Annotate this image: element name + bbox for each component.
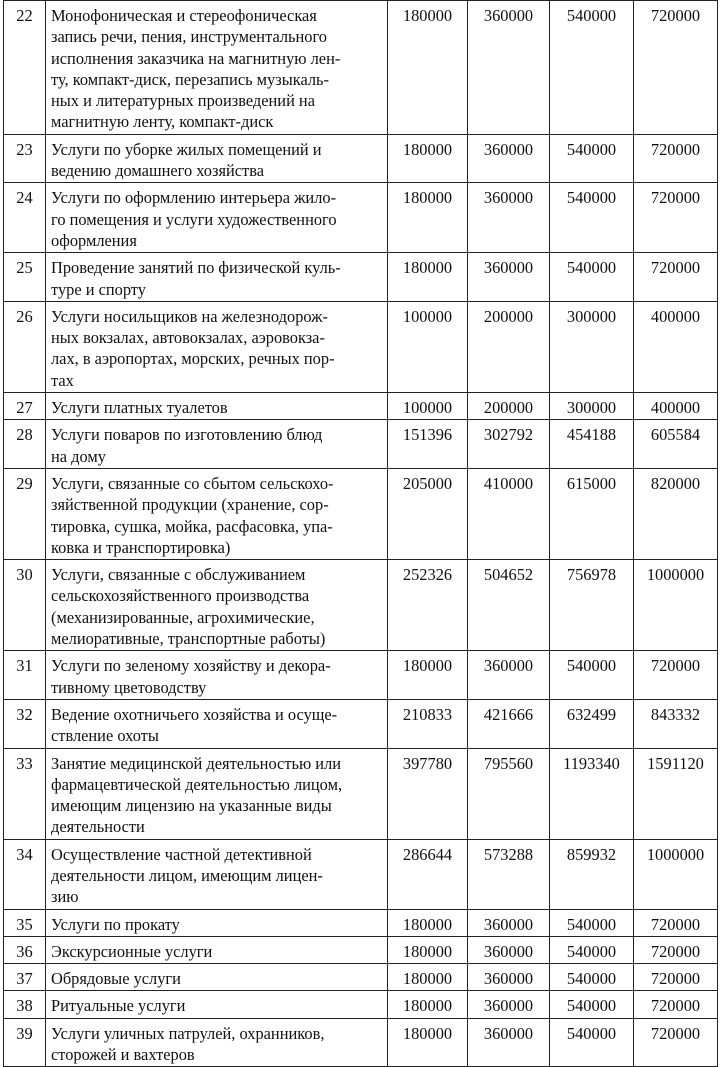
value-v2: 360000: [468, 1, 550, 135]
table-row: [4, 420, 718, 469]
description-line: ствление охоты: [51, 726, 159, 746]
table-row: [4, 1, 718, 135]
description-line: деятельности лицом, имеющим лицен-: [51, 865, 323, 885]
table-row: [4, 183, 718, 253]
value-v2: 360000: [468, 253, 550, 302]
value-v2: 573288: [468, 839, 550, 909]
value-v2: 795560: [468, 748, 550, 839]
service-description: [46, 253, 388, 302]
table-row: [4, 839, 718, 909]
description-line: (механизированные, агрохимические,: [51, 607, 315, 627]
value-v3: 300000: [550, 301, 634, 392]
description-line: Монофоническая и стереофоническая: [51, 6, 317, 25]
service-description: [46, 964, 388, 991]
value-v1: 180000: [388, 936, 468, 963]
description-line: тах: [51, 370, 74, 390]
service-description: [46, 183, 388, 253]
description-line: на дому: [51, 446, 106, 466]
table-row: [4, 253, 718, 302]
value-v4: 720000: [634, 183, 718, 253]
table-row: [4, 909, 718, 936]
description-line: зию: [51, 887, 79, 907]
value-v3: 540000: [550, 134, 634, 183]
value-v4: 720000: [634, 651, 718, 700]
row-number: 26: [4, 301, 46, 392]
description-line: Осуществление частной детективной: [51, 844, 312, 864]
value-v4: 720000: [634, 909, 718, 936]
value-v1: 151396: [388, 420, 468, 469]
value-v4: 400000: [634, 393, 718, 420]
value-v1: 180000: [388, 991, 468, 1018]
value-v4: 720000: [634, 991, 718, 1018]
description-line: Услуги по зеленому хозяйству и декора-: [51, 656, 331, 676]
value-v1: 180000: [388, 1, 468, 135]
value-v1: 210833: [388, 699, 468, 748]
row-number: 32: [4, 699, 46, 748]
table-row: [4, 699, 718, 748]
description-line: тировка, сушка, мойка, расфасовка, упа-: [51, 516, 333, 536]
description-line: ных вокзалах, автовокзалах, аэровокза-: [51, 328, 325, 348]
table-row: [4, 560, 718, 651]
service-description: [46, 1018, 388, 1067]
table-row: [4, 468, 718, 559]
service-description: [46, 909, 388, 936]
description-line: запись речи, пения, инструментального: [51, 27, 327, 47]
table-row: [4, 991, 718, 1018]
description-line: Услуги по оформлению интерьера жило-: [51, 188, 337, 208]
description-line: Услуги, связанные со сбытом сельскохо-: [51, 473, 334, 493]
row-number: 24: [4, 183, 46, 253]
description-line: Проведение занятий по физической куль-: [51, 258, 341, 278]
value-v4: 1591120: [634, 748, 718, 839]
description-line: деятельности: [51, 817, 145, 837]
table-row: [4, 301, 718, 392]
value-v4: 720000: [634, 1018, 718, 1067]
row-number: 36: [4, 936, 46, 963]
value-v1: 205000: [388, 468, 468, 559]
row-number: 27: [4, 393, 46, 420]
description-line: Ритуальные услуги: [51, 996, 186, 1016]
description-line: Услуги платных туалетов: [51, 398, 228, 418]
description-line: лах, в аэропортах, морских, речных пор-: [51, 349, 335, 369]
row-number: 25: [4, 253, 46, 302]
value-v3: 859932: [550, 839, 634, 909]
value-v2: 360000: [468, 936, 550, 963]
table-row: [4, 651, 718, 700]
value-v4: 720000: [634, 1, 718, 135]
description-line: Услуги по прокату: [51, 914, 180, 934]
description-line: сельскохозяйственного производства: [51, 586, 310, 606]
value-v2: 302792: [468, 420, 550, 469]
value-v1: 100000: [388, 393, 468, 420]
value-v1: 180000: [388, 651, 468, 700]
row-number: 38: [4, 991, 46, 1018]
value-v3: 540000: [550, 1018, 634, 1067]
value-v2: 360000: [468, 183, 550, 253]
description-line: исполнения заказчика на магнитную лен-: [51, 48, 341, 68]
value-v3: 540000: [550, 183, 634, 253]
value-v1: 100000: [388, 301, 468, 392]
value-v1: 397780: [388, 748, 468, 839]
table-row: [4, 936, 718, 963]
row-number: 29: [4, 468, 46, 559]
value-v3: 300000: [550, 393, 634, 420]
service-description: [46, 468, 388, 559]
description-line: ковка и транспортировка): [51, 537, 231, 557]
service-description: [46, 991, 388, 1018]
description-line: ту, компакт-диск, перезапись музыкаль-: [51, 69, 329, 89]
value-v3: 540000: [550, 651, 634, 700]
value-v2: 360000: [468, 1018, 550, 1067]
value-v3: 615000: [550, 468, 634, 559]
description-line: сторожей и вахтеров: [51, 1045, 195, 1065]
value-v3: 756978: [550, 560, 634, 651]
value-v1: 180000: [388, 183, 468, 253]
description-line: Экскурсионные услуги: [51, 941, 213, 961]
value-v2: 360000: [468, 909, 550, 936]
row-number: 30: [4, 560, 46, 651]
description-line: зяйственной продукции (хранение, сор-: [51, 495, 329, 515]
value-v3: 540000: [550, 936, 634, 963]
value-v1: 180000: [388, 253, 468, 302]
description-line: го помещения и услуги художественного: [51, 209, 337, 229]
description-line: Услуги поваров по изготовлению блюд: [51, 425, 323, 445]
description-line: фармацевтической деятельностью лицом,: [51, 774, 343, 794]
value-v3: 454188: [550, 420, 634, 469]
service-description: [46, 699, 388, 748]
row-number: 23: [4, 134, 46, 183]
value-v1: 180000: [388, 964, 468, 991]
service-description: [46, 936, 388, 963]
description-line: туре и спорту: [51, 279, 146, 299]
service-description: [46, 393, 388, 420]
value-v2: 421666: [468, 699, 550, 748]
value-v1: 180000: [388, 1018, 468, 1067]
value-v3: 540000: [550, 253, 634, 302]
service-description: [46, 1, 388, 135]
description-line: Обрядовые услуги: [51, 969, 181, 989]
description-line: Услуги по уборке жилых помещений и: [51, 139, 322, 159]
value-v2: 360000: [468, 964, 550, 991]
row-number: 22: [4, 1, 46, 135]
value-v3: 632499: [550, 699, 634, 748]
service-description: [46, 839, 388, 909]
value-v4: 720000: [634, 134, 718, 183]
value-v4: 820000: [634, 468, 718, 559]
description-line: Услуги носильщиков на железнодорож-: [51, 306, 328, 326]
description-line: оформления: [51, 230, 137, 250]
row-number: 39: [4, 1018, 46, 1067]
service-description: [46, 651, 388, 700]
value-v2: 200000: [468, 301, 550, 392]
value-v3: 540000: [550, 909, 634, 936]
description-line: магнитную ленту, компакт-диск: [51, 112, 274, 132]
value-v2: 200000: [468, 393, 550, 420]
value-v2: 360000: [468, 134, 550, 183]
value-v2: 360000: [468, 651, 550, 700]
description-line: имеющим лицензию на указанные виды: [51, 796, 332, 816]
table-row: [4, 134, 718, 183]
description-line: ных и литературных произведений на: [51, 91, 315, 111]
description-line: Ведение охотничьего хозяйства и осуще-: [51, 704, 338, 724]
service-description: [46, 134, 388, 183]
value-v3: 540000: [550, 964, 634, 991]
description-line: Услуги, связанные с обслуживанием: [51, 565, 306, 585]
table-row: [4, 964, 718, 991]
service-description: [46, 420, 388, 469]
value-v1: 252326: [388, 560, 468, 651]
description-line: ведению домашнего хозяйства: [51, 161, 265, 181]
value-v4: 720000: [634, 936, 718, 963]
row-number: 37: [4, 964, 46, 991]
value-v2: 410000: [468, 468, 550, 559]
description-line: Занятие медицинской деятельностью или: [51, 753, 342, 773]
table-row: [4, 393, 718, 420]
value-v4: 720000: [634, 253, 718, 302]
row-number: 28: [4, 420, 46, 469]
row-number: 31: [4, 651, 46, 700]
table-row: [4, 748, 718, 839]
value-v4: 1000000: [634, 839, 718, 909]
table-row: [4, 1018, 718, 1067]
value-v3: 1193340: [550, 748, 634, 839]
service-description: [46, 560, 388, 651]
value-v4: 1000000: [634, 560, 718, 651]
service-description: [46, 748, 388, 839]
value-v4: 400000: [634, 301, 718, 392]
value-v1: 180000: [388, 909, 468, 936]
value-v2: 360000: [468, 991, 550, 1018]
description-line: тивному цветоводству: [51, 677, 207, 697]
value-v2: 504652: [468, 560, 550, 651]
description-line: мелиоративные, транспортные работы): [51, 629, 326, 649]
row-number: 33: [4, 748, 46, 839]
value-v3: 540000: [550, 1, 634, 135]
value-v4: 843332: [634, 699, 718, 748]
value-v1: 180000: [388, 134, 468, 183]
tariff-table: [3, 0, 718, 1067]
description-line: Услуги уличных патрулей, охранников,: [51, 1023, 325, 1043]
value-v1: 286644: [388, 839, 468, 909]
value-v4: 605584: [634, 420, 718, 469]
service-description: [46, 301, 388, 392]
row-number: 35: [4, 909, 46, 936]
value-v4: 720000: [634, 964, 718, 991]
value-v3: 540000: [550, 991, 634, 1018]
row-number: 34: [4, 839, 46, 909]
